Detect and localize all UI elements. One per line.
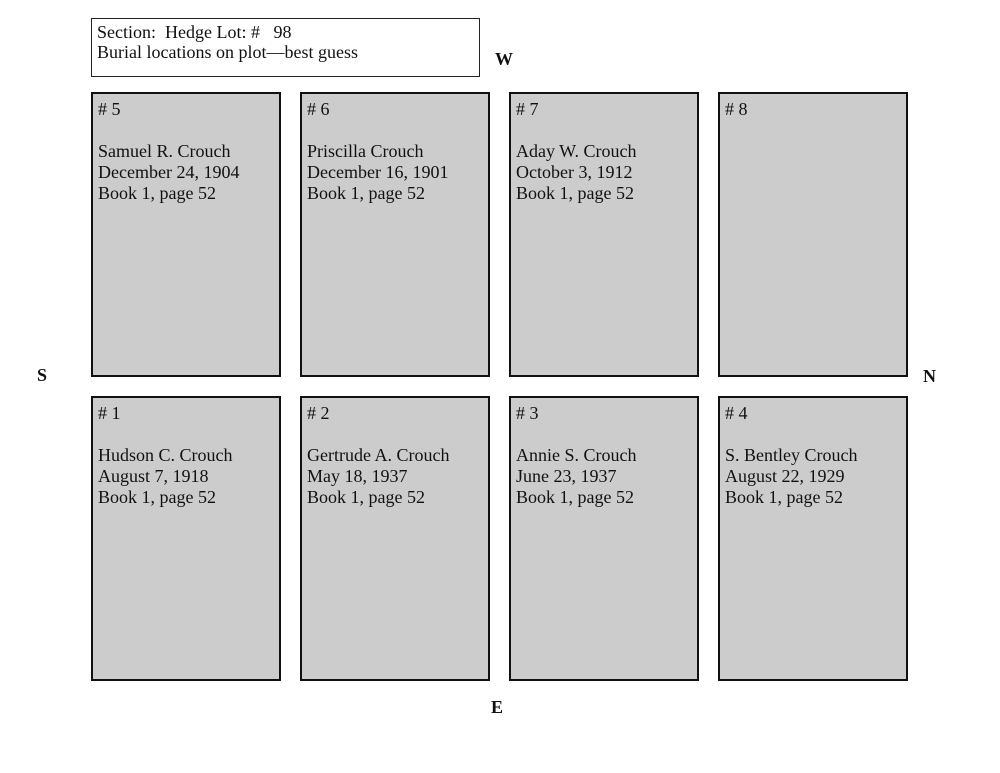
plot-date: August 7, 1918 [98,466,209,486]
burial-plot [300,396,490,681]
plot-record: Book 1, page 52 [98,183,216,203]
burial-plot [509,396,699,681]
direction-south: S [37,365,48,385]
plot-number: # 2 [307,403,330,423]
plot-record: Book 1, page 52 [307,183,425,203]
plot-name: Gertrude A. Crouch [307,445,450,465]
plot-number: # 5 [98,99,121,119]
header-box [91,18,480,77]
plot-number: # 8 [725,99,748,119]
plot-number: # 1 [98,403,121,423]
plot-record: Book 1, page 52 [725,487,843,507]
plot-date: December 16, 1901 [307,162,449,182]
plot-name: Samuel R. Crouch [98,141,231,161]
plot-date: October 3, 1912 [516,162,633,182]
plot-date: December 24, 1904 [98,162,240,182]
plot-name: Priscilla Crouch [307,141,424,161]
plot-date: August 22, 1929 [725,466,845,486]
header-section-lot: Section: Hedge Lot: # 98 [97,22,292,42]
plot-number: # 6 [307,99,330,119]
direction-east: E [491,697,504,717]
plot-number: # 4 [725,403,748,423]
burial-plot [91,92,281,377]
plot-name: Annie S. Crouch [516,445,637,465]
burial-plot [718,396,908,681]
plot-name: Aday W. Crouch [516,141,637,161]
burial-plot [300,92,490,377]
direction-west: W [495,49,513,69]
burial-plot [509,92,699,377]
burial-plot [91,396,281,681]
plot-record: Book 1, page 52 [516,487,634,507]
plot-record: Book 1, page 52 [516,183,634,203]
plot-record: Book 1, page 52 [98,487,216,507]
plot-date: May 18, 1937 [307,466,408,486]
direction-north: N [923,366,936,386]
plot-date: June 23, 1937 [516,466,617,486]
header-subtitle: Burial locations on plot—best guess [97,42,358,62]
plot-name: Hudson C. Crouch [98,445,233,465]
plot-number: # 3 [516,403,539,423]
plot-name: S. Bentley Crouch [725,445,858,465]
plot-number: # 7 [516,99,539,119]
burial-plot [718,92,908,377]
plot-record: Book 1, page 52 [307,487,425,507]
